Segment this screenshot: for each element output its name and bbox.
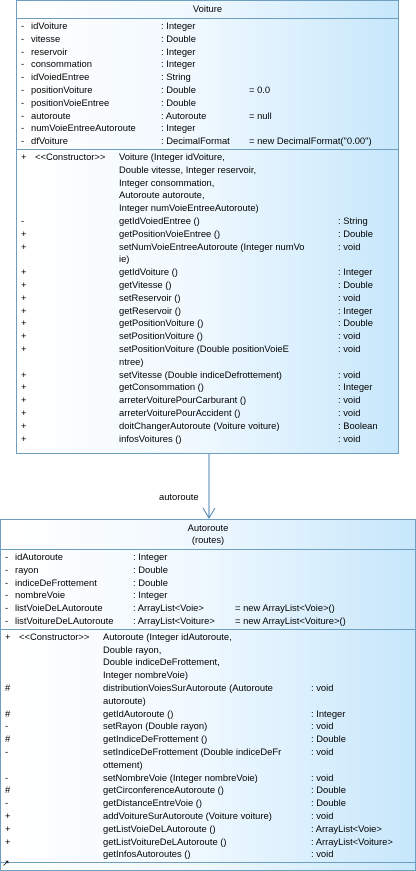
constructor-stereotype: <<Constructor>>	[19, 630, 90, 642]
constructor-stereotype: <<Constructor>>	[35, 150, 106, 162]
attribute-name: positionVoiture	[31, 83, 93, 95]
attribute-name: idVoiedEntree	[31, 71, 90, 83]
operation-return-type: : void	[338, 432, 361, 444]
autoroute-operations	[1, 630, 415, 863]
operation-return-type: : Integer	[338, 304, 373, 316]
attribute-type: : Double	[161, 96, 196, 108]
operation-signature: setNumVoieEntreeAutoroute (Integer numVo ie)	[119, 240, 305, 265]
attribute-name: idAutoroute	[15, 551, 63, 562]
operation-return-type: : void	[338, 406, 361, 418]
visibility-marker: -	[21, 109, 25, 121]
visibility-marker: -	[21, 214, 25, 226]
visibility-marker: -	[5, 745, 9, 757]
attribute-initial-value: = null	[249, 109, 272, 121]
visibility-marker: -	[21, 135, 25, 147]
operation-signature: setNombreVoie (Integer nombreVoie)	[103, 771, 258, 783]
visibility-marker: -	[5, 589, 9, 601]
visibility-marker: -	[5, 551, 9, 562]
attribute-type: : Double	[161, 83, 196, 95]
visibility-marker: #	[5, 784, 11, 796]
operation-signature: Autoroute (Integer idAutoroute, Double rayon, Double indiceDeFrottement, Integer nombreVoie)	[103, 630, 232, 681]
operation-signature: doitChangerAutoroute (Voiture voiture)	[119, 419, 280, 431]
operation-return-type: : Integer	[338, 381, 373, 393]
operation-signature: Voiture (Integer idVoiture, Double vitesse, Integer reservoir, Integer consommation, Autoroute autoroute, Integer numVoieEntreeAutoroute)	[119, 150, 259, 214]
attribute-name: idVoiture	[31, 20, 68, 31]
attribute-name: vitesse	[31, 32, 61, 44]
operation-return-type: : Double	[338, 278, 373, 290]
operation-signature: setRayon (Double rayon)	[103, 720, 208, 732]
operation-signature: setPositionVoiture (Double positionVoieE ntree)	[119, 342, 289, 367]
attribute-type: : ArrayList<Voie>	[133, 602, 204, 614]
attribute-row[interactable]	[1, 551, 415, 564]
attribute-initial-value: = new DecimalFormat("0.00")	[249, 135, 372, 147]
attribute-initial-value: = new ArrayList<Voie>()	[235, 602, 335, 614]
visibility-marker: -	[5, 602, 9, 614]
operation-return-type: : Double	[338, 317, 373, 329]
operation-signature: getListVoitureDeLAutoroute ()	[103, 835, 227, 847]
operation-signature: arreterVoiturePourCarburant ()	[119, 394, 247, 406]
operation-return-type: : void	[311, 848, 334, 860]
attribute-row[interactable]	[1, 589, 415, 602]
operation-return-type: : Double	[311, 784, 346, 796]
attribute-name: nombreVoie	[15, 589, 66, 601]
visibility-marker: -	[21, 32, 25, 44]
autoroute-class-title	[1, 520, 415, 550]
operation-return-type: : void	[338, 330, 361, 342]
attribute-type: : DecimalFormat	[161, 135, 230, 147]
visibility-marker: +	[21, 394, 27, 406]
attribute-name: numVoieEntreeAutoroute	[31, 122, 136, 134]
visibility-marker: +	[21, 304, 27, 316]
operation-return-type: : Double	[311, 733, 346, 745]
operation-row[interactable]	[1, 784, 415, 797]
attribute-name: indiceDeFrottement	[15, 576, 97, 588]
attribute-row[interactable]	[1, 602, 415, 615]
visibility-marker: +	[21, 406, 27, 418]
operation-return-type: : Double	[338, 227, 373, 239]
operation-signature: distributionVoiesSurAutoroute (Autoroute autoroute)	[103, 681, 273, 706]
attribute-row[interactable]	[1, 564, 415, 577]
visibility-marker: -	[5, 576, 9, 588]
operation-return-type: : ArrayList<Voiture>	[311, 835, 393, 847]
autoroute-class-package: (routes)	[191, 534, 225, 545]
operation-row[interactable]	[1, 823, 415, 836]
operation-return-type: : Integer	[311, 707, 346, 719]
operation-row[interactable]	[1, 810, 415, 823]
operation-signature: setReservoir ()	[119, 291, 181, 303]
visibility-marker: -	[21, 58, 25, 70]
operation-return-type: : void	[338, 291, 361, 303]
operation-return-type: : ArrayList<Voie>	[311, 822, 382, 834]
operation-signature: getConsommation ()	[119, 381, 204, 393]
attribute-type: : Autoroute	[161, 109, 207, 121]
attribute-type: : Double	[161, 32, 196, 44]
visibility-marker: -	[5, 563, 9, 575]
association-label: autoroute	[159, 491, 199, 502]
visibility-marker: -	[21, 71, 25, 83]
visibility-marker: +	[21, 291, 27, 303]
visibility-marker: +	[5, 630, 11, 642]
visibility-marker: +	[21, 330, 27, 342]
visibility-marker: +	[21, 381, 27, 393]
attribute-name: rayon	[15, 563, 39, 575]
visibility-marker: +	[5, 835, 11, 847]
operation-return-type: : Double	[311, 797, 346, 809]
attribute-type: : Integer	[161, 20, 196, 31]
operation-signature: getIdAutoroute ()	[103, 707, 174, 719]
visibility-marker: +	[5, 809, 11, 821]
operation-signature: setIndiceDeFrottement (Double indiceDeFr ottement)	[103, 745, 282, 770]
operation-row[interactable]	[1, 848, 415, 861]
attribute-name: listVoieDeLAutoroute	[15, 602, 103, 614]
visibility-marker: +	[21, 227, 27, 239]
operation-signature: getVitesse ()	[119, 278, 172, 290]
operation-signature: arreterVoiturePourAccident ()	[119, 406, 241, 418]
operation-row[interactable]	[1, 772, 415, 785]
operation-row[interactable]	[1, 708, 415, 721]
operation-signature: getReservoir ()	[119, 304, 181, 316]
visibility-marker: #	[5, 681, 11, 693]
visibility-marker: +	[21, 278, 27, 290]
operation-return-type: : void	[311, 809, 334, 821]
operation-return-type: : void	[338, 342, 361, 354]
operation-row[interactable]	[1, 720, 415, 733]
attribute-name: consommation	[31, 58, 92, 70]
link-corner-icon: ↗	[2, 858, 10, 868]
voiture-class-title: Voiture	[17, 1, 398, 19]
attribute-name: listVoitureDeLAutoroute	[15, 614, 114, 626]
visibility-marker: +	[21, 240, 27, 252]
operation-return-type: : void	[311, 745, 334, 757]
autoroute-class[interactable]	[0, 519, 416, 871]
operation-signature: getPositionVoiture ()	[119, 317, 204, 329]
visibility-marker: +	[21, 150, 27, 162]
operation-signature: getIdVoiedEntree ()	[119, 214, 200, 226]
operation-signature: getDistanceEntreVoie ()	[103, 797, 203, 809]
attribute-type: : Double	[133, 576, 168, 588]
visibility-marker: -	[21, 45, 25, 57]
operation-return-type: : void	[311, 771, 334, 783]
visibility-marker: -	[5, 797, 9, 809]
attribute-row[interactable]	[1, 615, 415, 628]
operation-signature: infosVoitures ()	[119, 432, 182, 444]
operation-signature: getInfosAutoroutes ()	[103, 848, 191, 860]
visibility-marker: -	[21, 96, 25, 108]
visibility-marker: +	[21, 368, 27, 380]
operation-signature: getIdVoiture ()	[119, 266, 178, 278]
attribute-type: : Integer	[161, 45, 196, 57]
attribute-type: : Double	[133, 563, 168, 575]
visibility-marker: +	[21, 317, 27, 329]
attribute-type: : Integer	[161, 122, 196, 134]
operation-return-type: : String	[338, 214, 368, 226]
visibility-marker: +	[21, 342, 27, 354]
attribute-initial-value: = new ArrayList<Voiture>()	[235, 614, 346, 626]
operation-row[interactable]	[1, 682, 415, 708]
operation-row[interactable]	[1, 797, 415, 810]
visibility-marker: +	[21, 432, 27, 444]
attribute-initial-value: = 0.0	[249, 83, 271, 95]
operation-row[interactable]	[1, 733, 415, 746]
visibility-marker: -	[21, 83, 25, 95]
autoroute-class-name: Autoroute	[187, 522, 229, 533]
attribute-type: : Integer	[133, 589, 168, 601]
operation-return-type: : void	[338, 368, 361, 380]
attribute-name: autoroute	[31, 109, 71, 121]
visibility-marker: -	[21, 122, 25, 134]
attribute-type: : String	[161, 71, 191, 83]
operation-signature: setVitesse (Double indiceDefrottement)	[119, 368, 282, 380]
operation-return-type: : Integer	[338, 266, 373, 278]
operation-row[interactable]	[1, 836, 415, 849]
attribute-name: positionVoieEntree	[31, 96, 110, 108]
operation-return-type: : void	[311, 681, 334, 693]
attribute-type: : ArrayList<Voiture>	[133, 614, 215, 626]
operation-return-type: : void	[338, 394, 361, 406]
attribute-name: dfVoiture	[31, 135, 69, 147]
visibility-marker: -	[5, 771, 9, 783]
visibility-marker: +	[5, 822, 11, 834]
visibility-marker: -	[5, 614, 9, 626]
operation-signature: getIndiceDeFrottement ()	[103, 733, 208, 745]
operation-signature: setPositionVoiture ()	[119, 330, 203, 342]
operation-return-type: : void	[338, 240, 361, 252]
autoroute-attributes	[1, 550, 415, 630]
visibility-marker: #	[5, 707, 11, 719]
operation-signature: getCirconferenceAutoroute ()	[103, 784, 224, 796]
operation-signature: getListVoieDeLAutoroute ()	[103, 822, 216, 834]
operation-signature: addVoitureSurAutoroute (Voiture voiture)	[103, 809, 272, 821]
visibility-marker: +	[21, 419, 27, 431]
operation-row[interactable]	[1, 631, 415, 682]
visibility-marker: -	[5, 720, 9, 732]
visibility-marker: +	[21, 266, 27, 278]
operation-return-type: : Boolean	[338, 419, 378, 431]
visibility-marker: -	[21, 20, 25, 31]
attribute-type: : Integer	[133, 551, 168, 562]
attribute-name: reservoir	[31, 45, 68, 57]
operation-row[interactable]	[1, 746, 415, 772]
visibility-marker: #	[5, 733, 11, 745]
operation-return-type: : void	[311, 720, 334, 732]
attribute-type: : Integer	[161, 58, 196, 70]
attribute-row[interactable]	[1, 577, 415, 590]
operation-signature: getPositionVoieEntree ()	[119, 227, 221, 239]
